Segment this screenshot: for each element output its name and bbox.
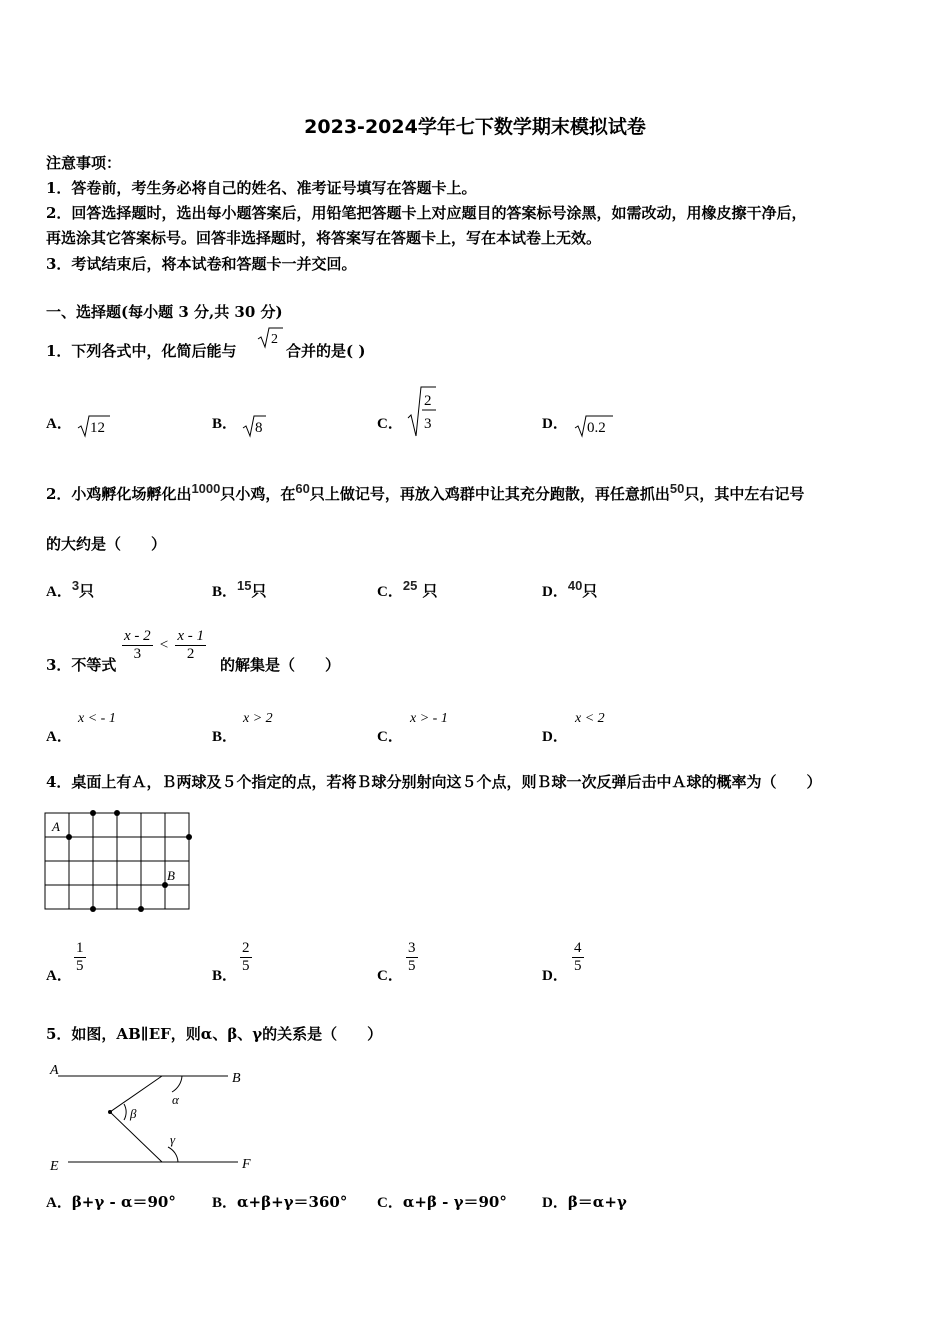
q3-option-a-letter: A． — [46, 729, 72, 745]
q5-label-alpha: α — [172, 1092, 179, 1107]
q4-option-a-fraction — [74, 940, 86, 975]
q4-point — [138, 906, 144, 912]
q4-option-b-fraction — [240, 940, 252, 975]
q4-option-d-den: 5 — [574, 958, 582, 974]
q5-label-b: B — [232, 1071, 241, 1086]
q5-option-b-letter: B． — [212, 1195, 238, 1211]
q4-option-a-num: 1 — [76, 940, 84, 956]
q4-option-c-den: 5 — [408, 958, 416, 974]
q3-rhs-den: 2 — [175, 645, 206, 663]
q4-label-b: B — [167, 868, 175, 883]
q2-num-1000: 1000 — [191, 481, 221, 496]
q4-point — [186, 834, 192, 840]
q2-stem-part2: 只小鸡，在 — [220, 485, 296, 503]
q2-num-50: 50 — [669, 481, 685, 496]
q2-option-d-unit: 只 — [582, 582, 598, 600]
q2-option-b-unit: 只 — [251, 582, 267, 600]
q1-option-a-radicand: 12 — [90, 420, 105, 436]
q2-option-b-letter: B． — [212, 584, 238, 600]
q1-option-b-sqrt — [241, 412, 267, 438]
q1-option-a-sqrt — [76, 412, 112, 438]
q2-option-d-num: 40 — [567, 578, 583, 593]
q5-arc-alpha — [172, 1076, 182, 1092]
q2-stem-part4: 只，其中左右记号 — [684, 485, 805, 503]
q2-option-a-num: 3 — [71, 578, 80, 593]
q2-option-a — [46, 580, 94, 601]
q2-option-b-num: 15 — [237, 578, 252, 593]
q1-option-c-letter: C． — [377, 416, 403, 432]
q5-arc-gamma — [168, 1147, 178, 1162]
q2-num-60: 60 — [295, 481, 310, 496]
q2-option-c-num: 25 — [402, 578, 418, 593]
note-item-3: 3．考试结束后，将本试卷和答题卡一并交回。 — [46, 255, 357, 273]
note-item-1: 1．答卷前，考生务必将自己的姓名、准考证号填写在答题卡上。 — [46, 179, 477, 197]
q1-stem-radicand: 2 — [271, 332, 278, 347]
q3-inequality — [122, 628, 206, 663]
q1-option-c-sqrt-fraction — [406, 384, 438, 438]
q3-lhs-num: x - 2 — [124, 628, 151, 644]
q3-rhs-num: x - 1 — [177, 628, 204, 644]
q4-option-c-num: 3 — [408, 940, 416, 956]
q3-option-d-expr: x < 2 — [575, 711, 605, 726]
q3-stem-before: 3．不等式 — [46, 656, 117, 674]
q4-option-a-den: 5 — [76, 958, 84, 974]
q1-option-d-radicand: 0.2 — [587, 420, 606, 436]
q5-option-a-text: β+γ - α＝90° — [71, 1193, 176, 1211]
q2-stem — [46, 483, 804, 504]
q4-grid-figure — [44, 810, 196, 916]
q2-stem-part3: 只上做记号，再放入鸡群中让其充分跑散，再任意抓出 — [309, 485, 670, 503]
q4-label-a: A — [52, 819, 60, 834]
q2-stem-part1: 2．小鸡孵化场孵化出 — [46, 485, 192, 503]
q2-option-c — [377, 580, 438, 601]
q5-option-b — [212, 1191, 347, 1212]
q5-option-c — [377, 1191, 507, 1212]
q4-option-d-fraction — [572, 940, 584, 975]
q3-stem-after: 的解集是（ ） — [220, 656, 341, 674]
q5-option-b-text: α+β+γ＝360° — [237, 1193, 348, 1211]
q5-option-d-text: β＝α+γ — [567, 1193, 627, 1211]
q5-arc-beta — [124, 1104, 126, 1120]
q4-option-b-letter: B． — [212, 968, 238, 984]
note-item-2: 2．回答选择题时，选出每小题答案后，用铅笔把答题卡上对应题目的答案标号涂黑，如需改动，用橡皮擦干净后， — [46, 204, 807, 222]
q5-label-gamma: γ — [170, 1132, 176, 1147]
q5-label-f: F — [242, 1157, 251, 1172]
q5-option-a — [46, 1191, 176, 1212]
q4-ball-a — [66, 834, 72, 840]
q3-option-c-letter: C． — [377, 729, 403, 745]
q3-option-a-expr: x < - 1 — [78, 711, 116, 726]
q5-option-d — [542, 1191, 627, 1212]
q5-option-d-letter: D． — [542, 1195, 568, 1211]
q3-less-than: < — [159, 637, 169, 653]
q2-option-c-letter: C． — [377, 584, 403, 600]
q1-stem-before: 1．下列各式中，化简后能与 — [46, 342, 237, 360]
q1-stem-after: 合并的是( ) — [286, 342, 366, 360]
q1-option-a-letter: A． — [46, 416, 72, 432]
q4-option-d-letter: D． — [542, 968, 568, 984]
section-heading: 一、选择题(每小题 3 分,共 30 分) — [46, 303, 283, 321]
page-title: 2023-2024学年七下数学期末模拟试卷 — [304, 116, 646, 138]
notes-heading: 注意事项： — [46, 154, 122, 172]
q2-option-a-letter: A． — [46, 584, 72, 600]
q3-option-c-expr: x > - 1 — [410, 711, 448, 726]
q2-option-b — [212, 580, 267, 601]
q4-point — [114, 810, 120, 816]
q2-option-a-unit: 只 — [79, 582, 95, 600]
q1-stem-sqrt — [256, 325, 284, 349]
q4-grid-lines — [45, 813, 189, 909]
q1-option-b-letter: B． — [212, 416, 238, 432]
q5-label-e: E — [50, 1159, 59, 1174]
q4-stem: 4．桌面上有Ａ，Ｂ两球及５个指定的点，若将Ｂ球分别射向这５个点，则Ｂ球一次反弹后击中Ａ球的概率为（ ） — [46, 773, 822, 791]
q1-option-b-radicand: 8 — [255, 420, 263, 436]
q3-lhs-den: 3 — [122, 645, 153, 663]
q3-rhs-fraction — [175, 628, 206, 663]
note-item-2-cont: 再选涂其它答案标号。回答非选择题时，将答案写在答题卡上，写在本试卷上无效。 — [46, 229, 602, 247]
q4-point — [90, 810, 96, 816]
q4-option-c-letter: C． — [377, 968, 403, 984]
q4-option-d-num: 4 — [574, 940, 582, 956]
q4-option-c-fraction — [406, 940, 418, 975]
q4-point — [90, 906, 96, 912]
q3-option-b-expr: x > 2 — [243, 711, 273, 726]
q4-option-a-letter: A． — [46, 968, 72, 984]
q2-option-d — [542, 580, 597, 601]
q3-option-b-letter: B． — [212, 729, 238, 745]
q2-option-d-letter: D． — [542, 584, 568, 600]
q1-option-d-sqrt — [573, 412, 615, 438]
q3-option-d-letter: D． — [542, 729, 568, 745]
q5-stem: 5．如图，AB∥EF，则α、β、γ的关系是（ ） — [46, 1025, 383, 1043]
q1-option-c-den: 3 — [424, 416, 432, 432]
q5-vertex-point — [108, 1110, 112, 1114]
q3-lhs-fraction — [122, 628, 153, 663]
q5-option-c-text: α+β - γ＝90° — [402, 1193, 507, 1211]
q5-parallel-figure — [44, 1058, 264, 1174]
q5-label-a: A — [50, 1063, 59, 1078]
q2-stem-line2: 的大约是（ ） — [46, 535, 167, 553]
q4-option-b-num: 2 — [242, 940, 250, 956]
q2-option-c-unit: 只 — [417, 582, 438, 600]
q1-option-d-letter: D． — [542, 416, 568, 432]
q5-label-beta: β — [130, 1106, 137, 1121]
q5-option-a-letter: A． — [46, 1195, 72, 1211]
q1-option-c-num: 2 — [424, 393, 432, 409]
q4-option-b-den: 5 — [242, 958, 250, 974]
q5-option-c-letter: C． — [377, 1195, 403, 1211]
